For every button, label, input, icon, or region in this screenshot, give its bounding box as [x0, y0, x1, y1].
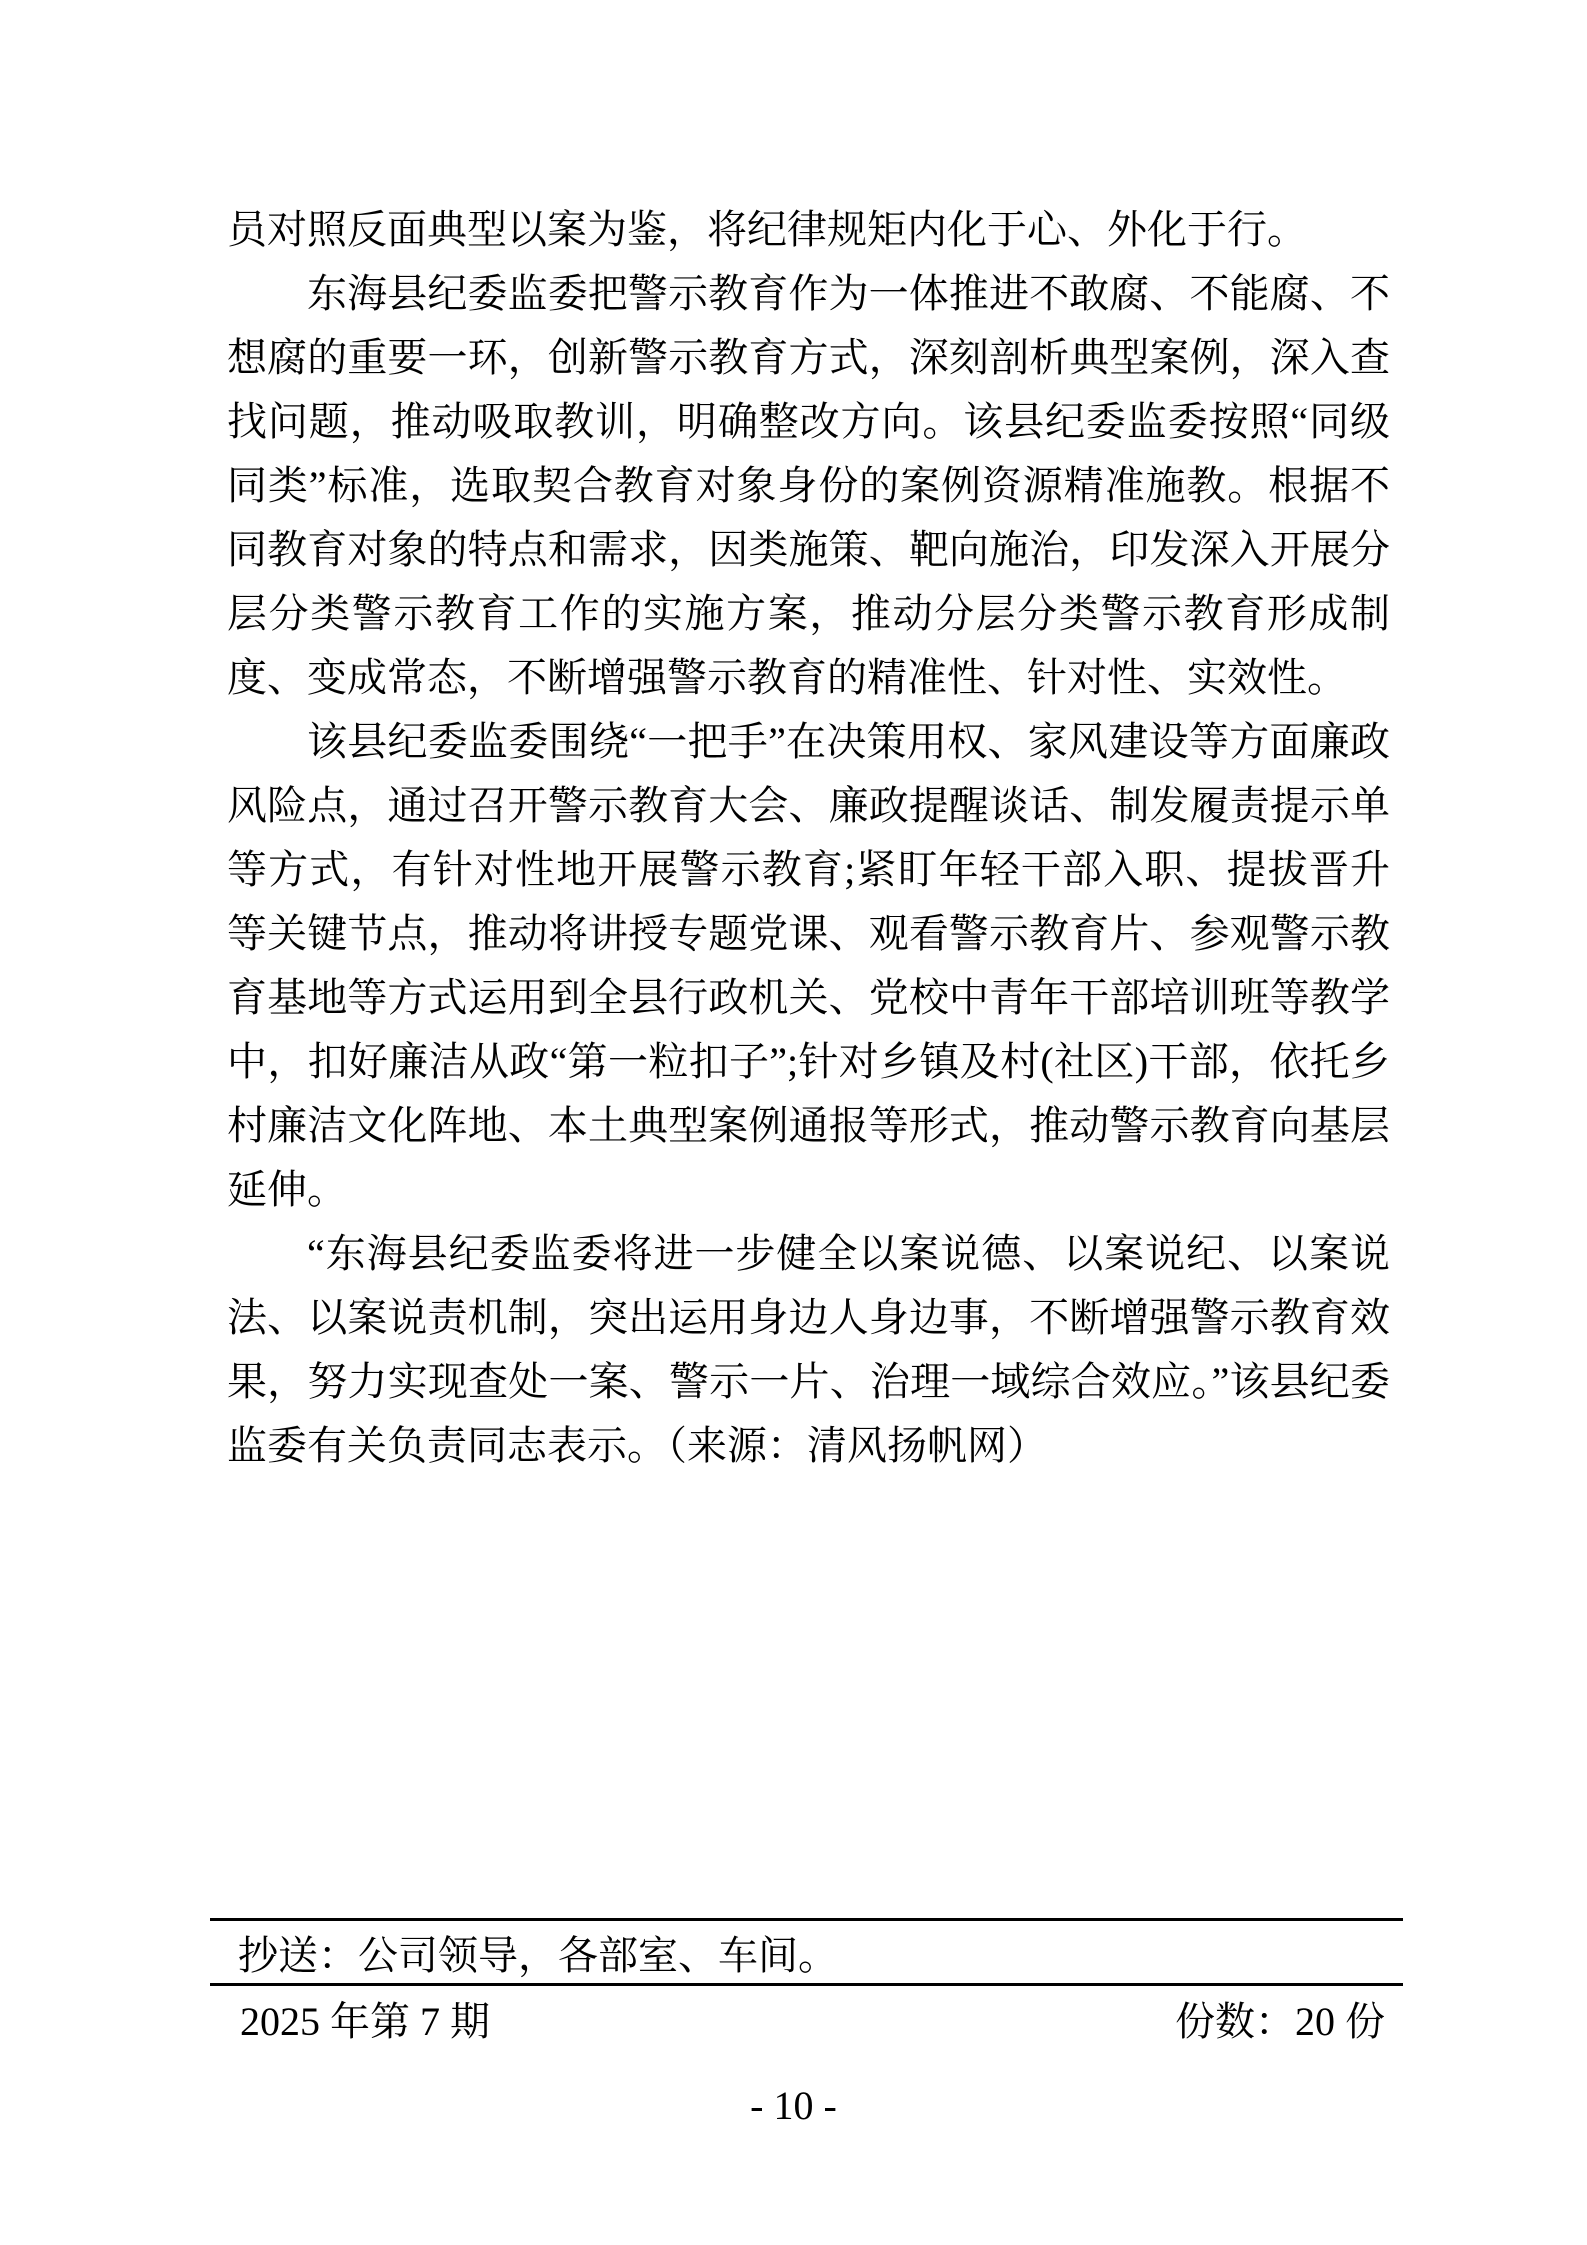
- footer-divider-bottom: [210, 1983, 1403, 1986]
- issue-label: 2025 年第 7 期: [240, 1999, 490, 2044]
- cc-row: [210, 1921, 1403, 1983]
- body-paragraph: “东海县纪委监委将进一步健全以案说德、以案说纪、以案说法、以案说责机制，突出运用身边人身边事，不断增强警示教育效果，努力实现查处一案、警示一片、治理一域综合效应。”该县纪委监委有关负责同志表示。（来源：清风扬帆网）: [227, 1231, 1390, 1468]
- page-number: - 10 -: [750, 2083, 837, 2128]
- cc-line: 抄送：公司领导，各部室、车间。: [238, 1932, 838, 1978]
- issue-row: [210, 1994, 1403, 2050]
- body-paragraph: 该县纪委监委围绕“一把手”在决策用权、家风建设等方面廉政风险点，通过召开警示教育大会、廉政提醒谈话、制发履责提示单等方式，有针对性地开展警示教育;紧盯年轻干部入职、提拔晋升等关键节点，推动将讲授专题党课、观看警示教育片、参观警示教育基地等方式运用到全县行政机关、党校中青年干部培训班等教学中，扣好廉洁从政“第一粒扣子”;针对乡镇及村(社区)干部，依托乡村廉洁文化阵地、本土典型案例通报等形式，推动警示教育向基层延伸。: [227, 719, 1390, 1212]
- body-paragraph: 东海县纪委监委把警示教育作为一体推进不敢腐、不能腐、不想腐的重要一环，创新警示教育方式，深刻剖析典型案例，深入查找问题，推动吸取教训，明确整改方向。该县纪委监委按照“同级同类”标准，选取契合教育对象身份的案例资源精准施教。根据不同教育对象的特点和需求，因类施策、靶向施治，印发深入开展分层分类警示教育工作的实施方案，推动分层分类警示教育形成制度、变成常态，不断增强警示教育的精准性、针对性、实效性。: [227, 271, 1390, 700]
- copies-label: 份数：20 份: [1175, 1999, 1385, 2044]
- article-body: [227, 198, 1390, 1478]
- body-paragraph: 员对照反面典型以案为鉴，将纪律规矩内化于心、外化于行。: [227, 207, 1307, 252]
